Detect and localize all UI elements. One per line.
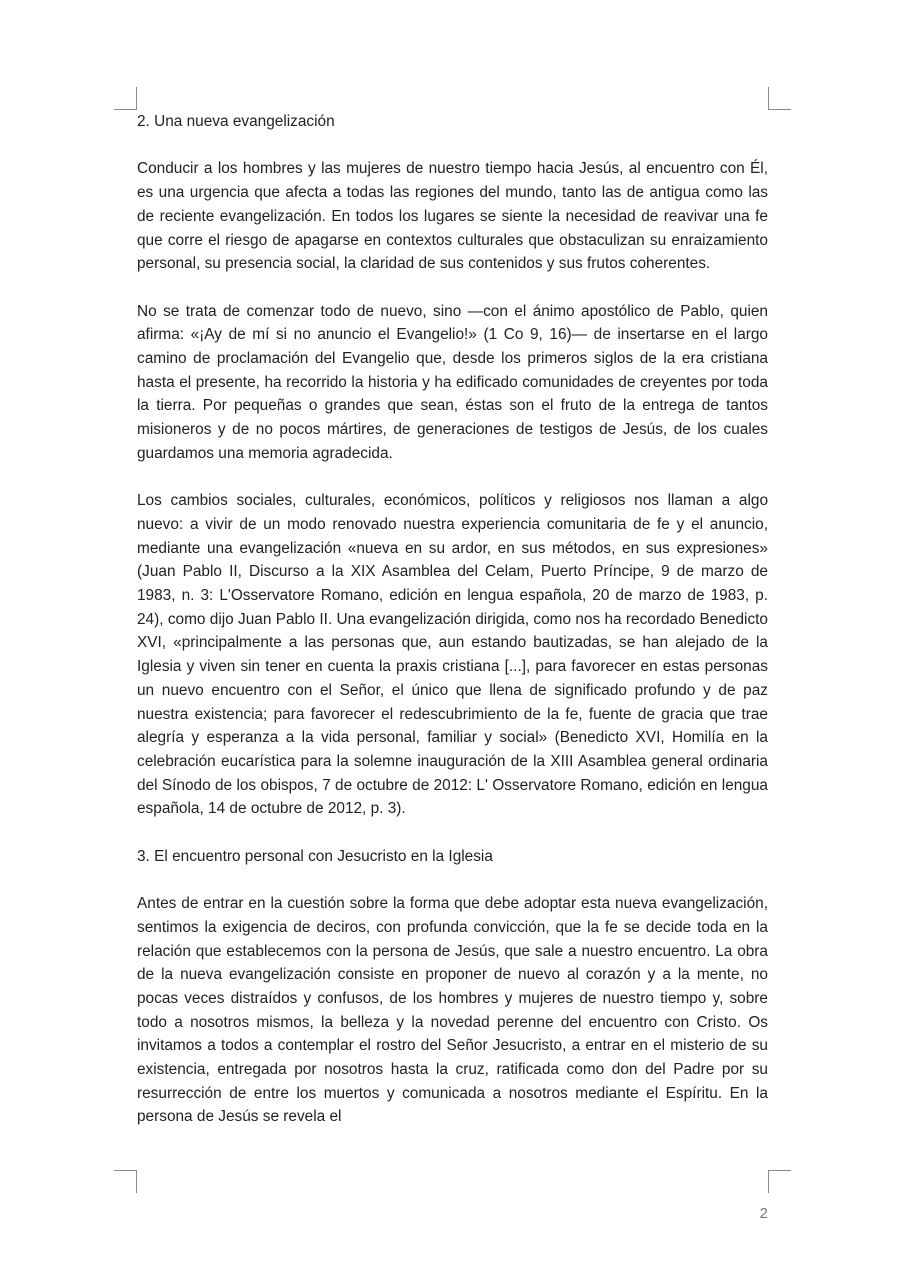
page-number: 2 (759, 1205, 768, 1222)
crop-mark-top-right (768, 87, 791, 110)
paragraph: Los cambios sociales, culturales, económicos, políticos y religiosos nos llaman a algo nuevo: a vivir de un modo renovado nuestra experiencia comunitaria de fe y el anuncio, mediante una evangelización «nueva en su ardor, en sus métodos, en sus expresiones» (Juan Pablo II, Discurso a la XIX Asamblea del Celam, Puerto Príncipe, 9 de marzo de 1983, n. 3: L'Osservatore Romano, edición en lengua española, 20 de marzo de 1983, p. 24), como dijo Juan Pablo II. Una evangelización dirigida, como nos ha recordado Benedicto XVI, «principalmente a las personas que, aun estando bautizadas, se han alejado de la Iglesia y viven sin tener en cuenta la praxis cristiana [...], para favorecer en estas personas un nuevo encuentro con el Señor, el único que llena de significado profundo y de paz nuestra existencia; para favorecer el redescubrimiento de la fe, fuente de gracia que trae alegría y esperanza a la vida personal, familiar y social» (Benedicto XVI, Homilía en la celebración eucarística para la solemne inauguración de la XIII Asamblea general ordinaria del Sínodo de los obispos, 7 de octubre de 2012: L' Osservatore Romano, edición en lengua española, 14 de octubre de 2012, p. 3). (137, 492, 768, 818)
crop-mark-top-left (114, 87, 137, 110)
section-heading-3: 3. El encuentro personal con Jesucristo en la Iglesia (137, 847, 493, 865)
paragraph: Antes de entrar en la cuestión sobre la forma que debe adoptar esta nueva evangelización, sentimos la exigencia de deciros, con profunda convicción, que la fe se decide toda en la relación que establecemos con la persona de Jesús, que sale a nuestro encuentro. La obra de la nueva evangelización consiste en proponer de nuevo al corazón y a la mente, no pocas veces distraídos y confusos, de los hombres y mujeres de nuestro tiempo y, sobre todo a nosotros mismos, la belleza y la novedad perenne del encuentro con Cristo. Os invitamos a todos a contemplar el rostro del Señor Jesucristo, a entrar en el misterio de su existencia, entregada por nosotros hasta la cruz, ratificada como don del Padre por su resurrección de entre los muertos y comunicada a nosotros mediante el Espíritu. En la persona de Jesús se revela el (137, 895, 768, 1126)
crop-mark-bottom-left (114, 1170, 137, 1193)
paragraph: No se trata de comenzar todo de nuevo, sino —con el ánimo apostólico de Pablo, quien afirma: «¡Ay de mí si no anuncio el Evangelio!» (1 Co 9, 16)— de insertarse en el largo camino de proclamación del Evangelio que, desde los primeros siglos de la era cristiana hasta el presente, ha recorrido la historia y ha edificado comunidades de creyentes por toda la tierra. Por pequeñas o grandes que sean, éstas son el fruto de la entrega de tantos misioneros y de no pocos mártires, de generaciones de testigos de Jesús, de los cuales guardamos una memoria agradecida. (137, 302, 768, 462)
page-content (137, 110, 768, 1153)
paragraph: Conducir a los hombres y las mujeres de nuestro tiempo hacia Jesús, al encuentro con Él, es una urgencia que afecta a todas las regiones del mundo, tanto las de antigua como las de reciente evangelización. En todos los lugares se siente la necesidad de reavivar una fe que corre el riesgo de apagarse en contextos culturales que obstaculizan su enraizamiento personal, su presencia social, la claridad de sus contenidos y sus frutos coherentes. (137, 160, 768, 273)
crop-mark-bottom-right (768, 1170, 791, 1193)
section-heading-2: 2. Una nueva evangelización (137, 113, 335, 130)
